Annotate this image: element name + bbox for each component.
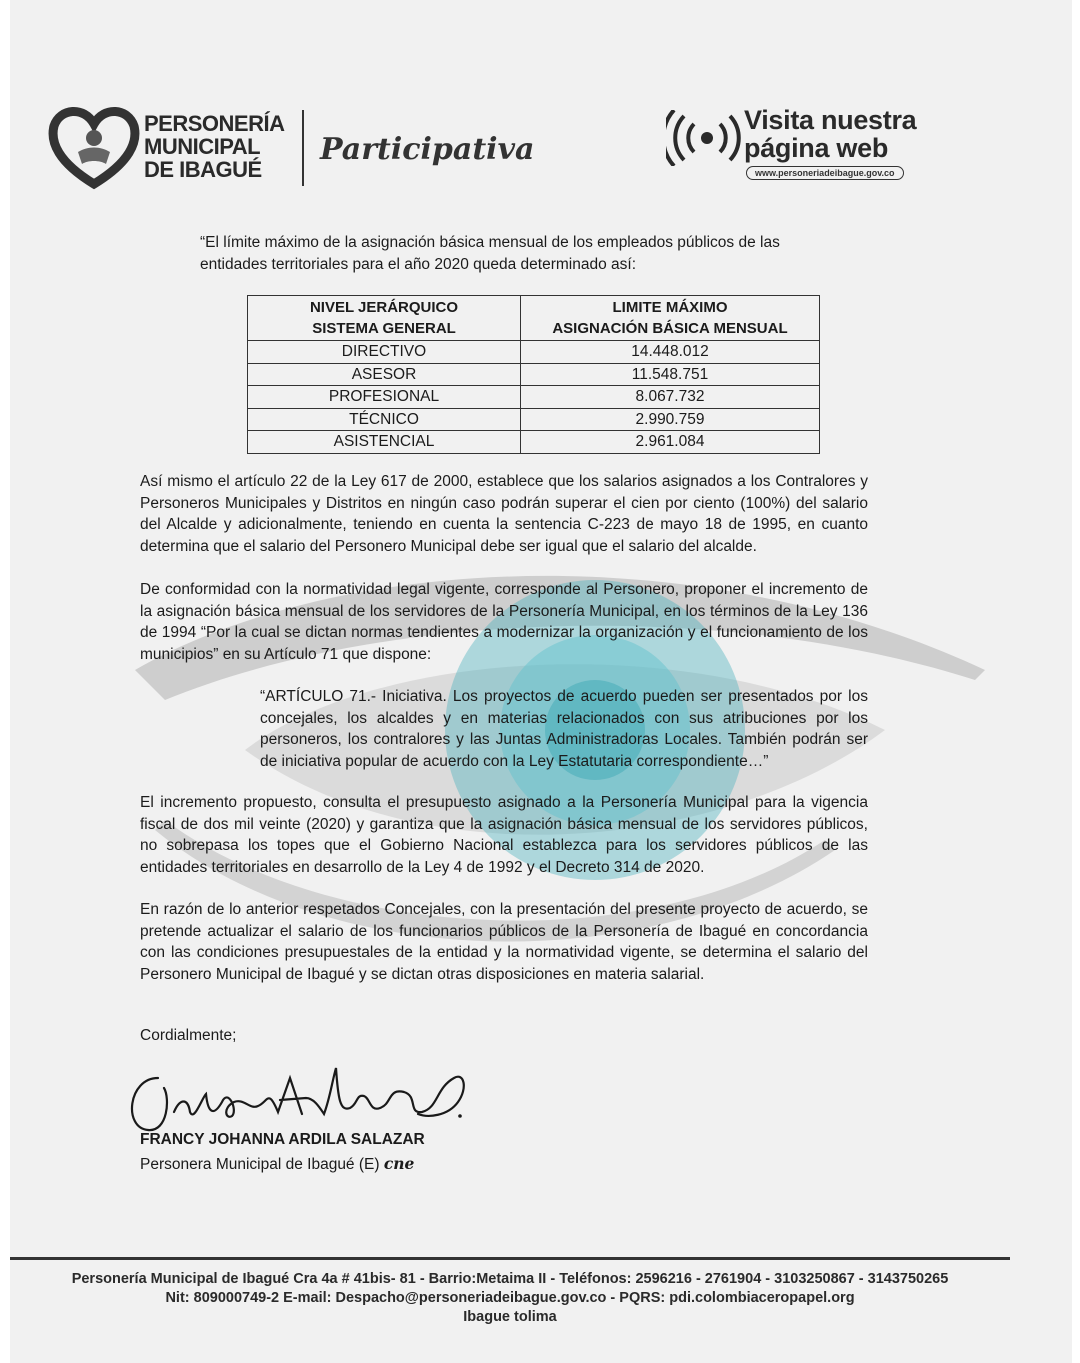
table-row bbox=[248, 431, 820, 454]
row-level: ASISTENCIAL bbox=[248, 431, 521, 454]
signer-initials: cne bbox=[383, 1154, 415, 1173]
logo-tagline: Participativa bbox=[320, 132, 535, 167]
row-amount: 11.548.751 bbox=[521, 363, 820, 386]
table-row bbox=[248, 408, 820, 431]
logo-line-1: PERSONERÍA bbox=[144, 111, 285, 136]
logo-wordmark bbox=[144, 112, 284, 181]
col1-header-line1: NIVEL JERÁRQUICO bbox=[309, 298, 459, 316]
logo-line-3: DE IBAGUÉ bbox=[144, 157, 262, 182]
visit-website-badge bbox=[666, 106, 926, 186]
row-level: ASESOR bbox=[248, 363, 521, 386]
signer-role bbox=[140, 1154, 414, 1174]
handwritten-signature bbox=[118, 1058, 478, 1138]
salary-limits-table bbox=[247, 295, 820, 454]
footer-contact bbox=[10, 1270, 1010, 1327]
logo-divider bbox=[302, 110, 304, 186]
table-row bbox=[248, 363, 820, 386]
document-page bbox=[10, 0, 1072, 1363]
logo-line-2: MUNICIPAL bbox=[144, 134, 261, 159]
visit-line-1: Visita nuestra bbox=[744, 105, 917, 135]
paragraph-ley-136: De conformidad con la normatividad legal vigente, corresponde al Personero, proponer el incremento de la asignación básica mensual de los servidores de la Personería Municipal, en los términos de la Ley 136 de 1994 “Por la cual se dictan normas tendientes a modernizar la organización y el funcionamiento de los municipios” en su Artículo 71 que dispone: bbox=[140, 581, 868, 664]
personeria-logo bbox=[48, 104, 535, 190]
closing-salutation: Cordialmente; bbox=[140, 1027, 237, 1044]
paragraph-incremento: El incremento propuesto, consulta el presupuesto asignado a la Personería Municipal para la vigencia fiscal de dos mil veinte (2020) y garantiza que la asignación básica mensual de los servidores públicos, no sobrepasa los topes que el Gobierno Nacional establezca para los servidores públicos de las entidades territoriales en desarrollo de la Ley 4 de 1992 y el Decreto 314 de 2020. bbox=[140, 794, 868, 877]
row-amount: 8.067.732 bbox=[521, 386, 820, 409]
footer-line-3: Ibague tolima bbox=[463, 1309, 557, 1325]
col2-header-line1: LIMITE MÁXIMO bbox=[612, 298, 728, 316]
website-link[interactable]: www.personeriadeibague.gov.co bbox=[746, 166, 904, 180]
row-amount: 2.961.084 bbox=[521, 431, 820, 454]
paragraph-razon: En razón de lo anterior respetados Concejales, con la presentación del presente proyecto de acuerdo, se pretende actualizar el salario de los funcionarios públicos de la Personería de Ibagué en concordancia con las condiciones presupuestales de la entidad y la normatividad vigente, se determina el salario del Personero Municipal de Ibagué y se dictan otras disposiciones en materia salarial. bbox=[140, 901, 868, 984]
quote-articulo-71: “ARTÍCULO 71.- Iniciativa. Los proyectos de acuerdo pueden ser presentados por los concejales, los alcaldes y en materias relacionados con sus atribuciones por los personeros, los contralores y las Juntas Administradoras Locales. También podrán ser de iniciativa popular de acuerdo con la Ley Estatutaria correspondiente…” bbox=[260, 688, 868, 771]
col1-header-line2: SISTEMA GENERAL bbox=[312, 320, 456, 337]
col-header-limit bbox=[521, 296, 820, 341]
table-row bbox=[248, 341, 820, 364]
col2-header-line2: ASIGNACIÓN BÁSICA MENSUAL bbox=[552, 320, 788, 337]
signer-role-text: Personera Municipal de Ibagué (E) bbox=[140, 1156, 380, 1173]
col-header-level bbox=[248, 296, 521, 341]
visit-title bbox=[744, 106, 916, 162]
row-level: PROFESIONAL bbox=[248, 386, 521, 409]
footer-line-2: Nit: 809000749-2 E-mail: Despacho@personeriadeibague.gov.co - PQRS: pdi.colombiaceropapel.org bbox=[165, 1290, 855, 1306]
table-row bbox=[248, 386, 820, 409]
table-header-row bbox=[248, 296, 820, 341]
row-amount: 2.990.759 bbox=[521, 408, 820, 431]
signer-name: FRANCY JOHANNA ARDILA SALAZAR bbox=[140, 1131, 425, 1148]
paragraph-ley-617: Así mismo el artículo 22 de la Ley 617 de 2000, establece que los salarios asignados a los Contralores y Personeros Municipales y Distritos en ningún caso podrán superar el cien por ciento (100%) del salario del Alcalde y adicionalmente, teniendo en cuenta la sentencia C-223 de mayo 18 de 1995, en cuanto determina que el salario del Personero Municipal debe ser igual que el salario del alcalde. bbox=[140, 473, 868, 556]
row-level: DIRECTIVO bbox=[248, 341, 521, 364]
heart-logo-icon bbox=[48, 104, 140, 190]
footer-line-1: Personería Municipal de Ibagué Cra 4a # 41bis- 81 - Barrio:Metaima II - Teléfonos: 2596216 - 2761904 - 3103250867 - 3143750265 bbox=[71, 1271, 949, 1287]
footer-divider bbox=[10, 1257, 1010, 1260]
row-level: TÉCNICO bbox=[248, 408, 521, 431]
visit-line-2: página web bbox=[744, 133, 889, 163]
row-amount: 14.448.012 bbox=[521, 341, 820, 364]
broadcast-icon bbox=[666, 110, 748, 166]
intro-paragraph: “El límite máximo de la asignación básica mensual de los empleados públicos de las entidades territoriales para el año 2020 queda determinado así: bbox=[200, 234, 780, 273]
